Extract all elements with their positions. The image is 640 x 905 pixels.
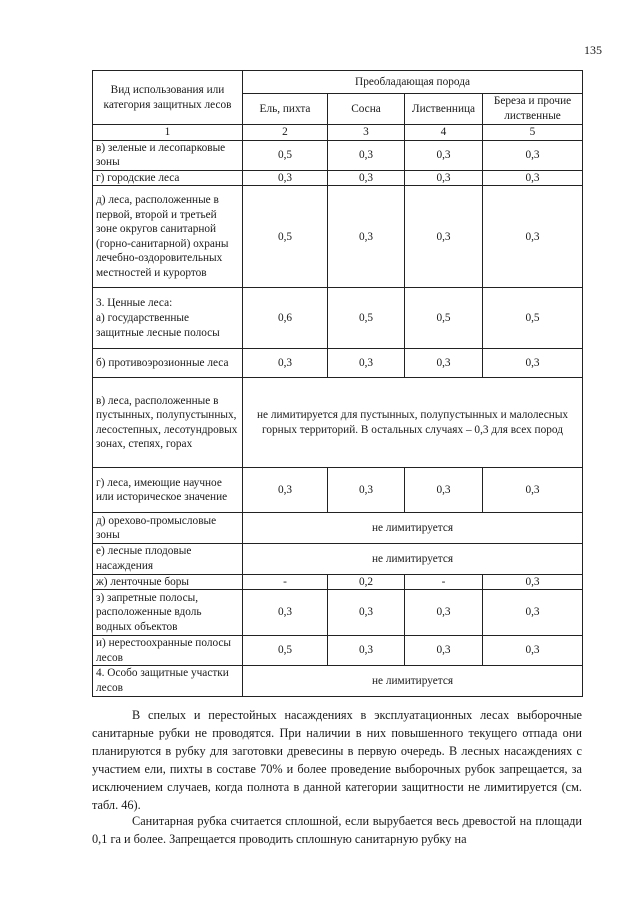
- row-label: г) леса, имеющие научное или историческое значение: [93, 468, 243, 513]
- table-row: [93, 349, 583, 378]
- row-label: е) лесные плодовые насаждения: [93, 544, 243, 574]
- table-row: [93, 186, 583, 288]
- row-label: з) запретные полосы, расположенные вдоль водных объектов: [93, 590, 243, 636]
- value-cell: 0,2: [328, 574, 405, 590]
- value-cell: 0,3: [405, 468, 483, 513]
- value-cell: 0,3: [328, 140, 405, 170]
- value-cell: -: [243, 574, 328, 590]
- value-cell: 0,5: [328, 288, 405, 349]
- value-cell: 0,3: [483, 590, 583, 636]
- value-cell: 0,3: [405, 349, 483, 378]
- value-cell: 0,3: [483, 170, 583, 186]
- value-cell: 0,3: [405, 140, 483, 170]
- merged-value-cell: не лимитируется: [243, 513, 583, 544]
- table-row: [93, 636, 583, 666]
- value-cell: 0,3: [405, 170, 483, 186]
- column-number: 3: [328, 125, 405, 141]
- table-row: [93, 170, 583, 186]
- value-cell: 0,3: [483, 140, 583, 170]
- value-cell: 0,5: [243, 140, 328, 170]
- table-row: [93, 544, 583, 574]
- column-number: 5: [483, 125, 583, 141]
- value-cell: 0,3: [243, 468, 328, 513]
- header-species-larch: Лиственница: [405, 94, 483, 125]
- row-label: и) нерестоохранные полосы лесов: [93, 636, 243, 666]
- table-row: [93, 140, 583, 170]
- page-number: 135: [584, 43, 602, 57]
- row-label: 3. Ценные леса: а) государственные защитные лесные полосы: [93, 288, 243, 349]
- table-row: [93, 666, 583, 696]
- value-cell: 0,3: [483, 349, 583, 378]
- value-cell: 0,3: [328, 468, 405, 513]
- column-number: 1: [93, 125, 243, 141]
- value-cell: 0,3: [243, 170, 328, 186]
- table-row: [93, 288, 583, 349]
- value-cell: 0,3: [405, 590, 483, 636]
- row-label: в) леса, расположенные в пустынных, полупустынных, лесостепных, лесотундровых зонах, степях, горах: [93, 378, 243, 468]
- merged-value-cell: не лимитируется: [243, 544, 583, 574]
- row-label: б) противоэрозионные леса: [93, 349, 243, 378]
- table-row: [93, 378, 583, 468]
- value-cell: 0,5: [405, 288, 483, 349]
- header-dominant-species: Преобладающая порода: [243, 71, 583, 94]
- value-cell: 0,5: [243, 186, 328, 288]
- value-cell: 0,3: [328, 170, 405, 186]
- header-species-birch-deciduous: Береза и прочие лиственные: [483, 94, 583, 125]
- value-cell: 0,3: [483, 186, 583, 288]
- value-cell: 0,3: [405, 636, 483, 666]
- value-cell: 0,5: [483, 288, 583, 349]
- row-label: в) зеленые и лесопарковые зоны: [93, 140, 243, 170]
- row-label: д) орехово-промысловые зоны: [93, 513, 243, 544]
- value-cell: 0,3: [243, 349, 328, 378]
- value-cell: 0,5: [243, 636, 328, 666]
- header-species-pine: Сосна: [328, 94, 405, 125]
- merged-value-cell: не лимитируется: [243, 666, 583, 696]
- table-row: [93, 590, 583, 636]
- table-row: [93, 468, 583, 513]
- header-species-spruce-fir: Ель, пихта: [243, 94, 328, 125]
- row-label: д) леса, расположенные в первой, второй и третьей зоне округов санитарной (горно-санитарной) охраны лечебно-оздоровительных местностей и курортов: [93, 186, 243, 288]
- table-row: [93, 574, 583, 590]
- header-usage-category: Вид использования или категория защитных лесов: [93, 71, 243, 125]
- row-label: г) городские леса: [93, 170, 243, 186]
- value-cell: 0,3: [328, 186, 405, 288]
- merged-value-cell: не лимитируется для пустынных, полупустынных и малолесных горных территорий. В остальных случаях – 0,3 для всех пород: [243, 378, 583, 468]
- value-cell: 0,3: [483, 636, 583, 666]
- paragraph-clear-felling: Санитарная рубка считается сплошной, если вырубается весь древостой на площади 0,1 га и более. Запрещается проводить сплошную санитарную рубку на: [92, 814, 582, 846]
- header-row-numbers: [93, 125, 583, 141]
- value-cell: 0,3: [243, 590, 328, 636]
- value-cell: -: [405, 574, 483, 590]
- value-cell: 0,3: [483, 468, 583, 513]
- value-cell: 0,3: [328, 590, 405, 636]
- row-label: 4. Особо защитные участки лесов: [93, 666, 243, 696]
- table-row: [93, 513, 583, 544]
- column-number: 4: [405, 125, 483, 141]
- value-cell: 0,3: [328, 349, 405, 378]
- row-label: ж) ленточные боры: [93, 574, 243, 590]
- felling-intensity-table: [92, 70, 583, 697]
- value-cell: 0,3: [405, 186, 483, 288]
- value-cell: 0,3: [328, 636, 405, 666]
- value-cell: 0,3: [483, 574, 583, 590]
- paragraph-selective-felling: В спелых и перестойных насаждениях в эксплуатационных лесах выборочные санитарные рубки не проводятся. При наличии в них повышенного текущего отпада они планируются в рубку для заготовки древесины в первую очередь. В лесных насаждениях с участием ели, пихты в составе 70% и более проведение выборочных рубок запрещается, за исключением случаев, когда полнота в данной категории защитности не лимитируется (см. табл. 46).: [92, 708, 582, 812]
- header-row-top: [93, 71, 583, 94]
- value-cell: 0,6: [243, 288, 328, 349]
- column-number: 2: [243, 125, 328, 141]
